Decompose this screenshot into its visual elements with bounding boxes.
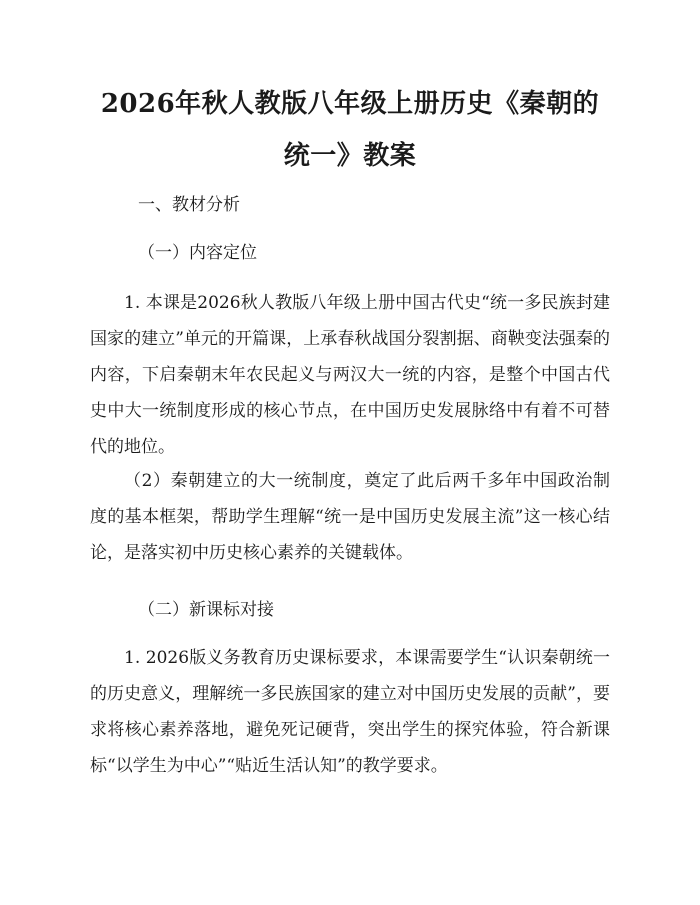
paragraph-content-positioning-1: 1. 本课是2026秋人教版八年级上册中国古代史“统一多民族封建国家的建立”单元的开篇课，上承春秋战国分裂割据、商鞅变法强秦的内容，下启秦朝末年农民起义与两汉大一统的内容，是整个中国古代史中大一统制度形成的核心节点，在中国历史发展脉络中有着不可替代的地位。	[90, 293, 610, 457]
paragraph-curriculum-standards-1: 1. 2026版义务教育历史课标要求，本课需要学生“认识秦朝统一的历史意义，理解统一多民族国家的建立对中国历史发展的贡献”，要求将核心素养落地，避免死记硬背，突出学生的探究体验，符合新课标“以学生为中心”“贴近生活认知”的教学要求。	[90, 648, 610, 776]
subsection-heading-content-positioning: （一）内容定位	[138, 243, 257, 263]
section-heading-textbook-analysis: 一、教材分析	[138, 195, 240, 215]
subsection-heading-curriculum-standards: （二）新课标对接	[138, 600, 274, 620]
document-title: 2026年秋人教版八年级上册历史《秦朝的统一》教案	[100, 89, 600, 171]
paragraph-content-positioning-2: （2）秦朝建立的大一统制度，奠定了此后两千多年中国政治制度的基本框架，帮助学生理解“统一是中国历史发展主流”这一核心结论，是落实初中历史核心素养的关键载体。	[90, 471, 610, 563]
